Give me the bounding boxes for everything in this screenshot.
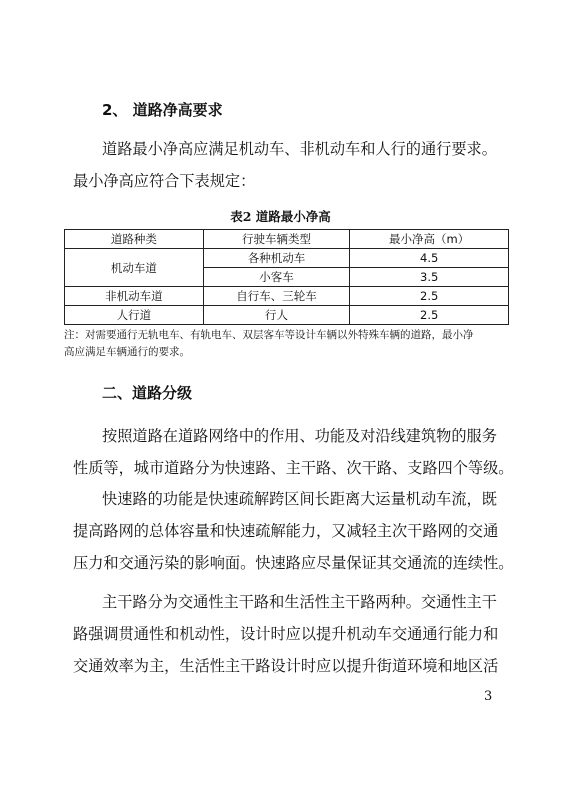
table-cell: 各种机动车 (203, 249, 350, 268)
paragraph-line: 路强调贯通性和机动性，设计时应以提升机动车交通通行能力和 (73, 625, 499, 643)
table-header-cell: 道路种类 (65, 230, 204, 249)
table-header-cell: 最小净高（m） (350, 230, 509, 249)
table-row (65, 306, 509, 325)
table-cell: 2.5 (350, 306, 509, 325)
section-heading-road-classification: 二、道路分级 (102, 384, 193, 402)
paragraph-line: 主干路分为交通性主干路和生活性主干路两种。交通性主干 (102, 593, 497, 611)
section-heading-road-clearance: 2、 道路净高要求 (102, 101, 223, 119)
table-header-row (65, 230, 509, 249)
paragraph-line: 交通效率为主，生活性主干路设计时应以提升街道环境和地区活 (73, 657, 499, 675)
table-cell: 非机动车道 (65, 287, 204, 306)
paragraph-line: 提高路网的总体容量和快速疏解能力，又减轻主次干路网的交通 (73, 522, 499, 540)
table-cell: 4.5 (350, 249, 509, 268)
table-cell: 行人 (203, 306, 350, 325)
table-cell: 3.5 (350, 268, 509, 287)
table-header-cell: 行驶车辆类型 (203, 230, 350, 249)
table-row (65, 249, 509, 268)
paragraph-line: 道路最小净高应满足机动车、非机动车和人行的通行要求。 (102, 140, 497, 158)
paragraph-line: 按照道路在道路网络中的作用、功能及对沿线建筑物的服务 (102, 427, 497, 445)
paragraph-line: 最小净高应符合下表规定： (73, 172, 256, 190)
table-cell: 人行道 (65, 306, 204, 325)
paragraph-line: 压力和交通污染的影响面。快速路应尽量保证其交通流的连续性。 (73, 554, 514, 572)
table-title: 表2 道路最小净高 (230, 209, 331, 224)
paragraph-line: 快速路的功能是快速疏解跨区间长距离大运量机动车流，既 (102, 490, 497, 508)
table-cell: 小客车 (203, 268, 350, 287)
clearance-table (64, 229, 509, 325)
table-cell: 自行车、三轮车 (203, 287, 350, 306)
page-number: 3 (484, 689, 493, 704)
table-cell: 机动车道 (65, 249, 204, 287)
table-cell: 2.5 (350, 287, 509, 306)
paragraph-line: 性质等，城市道路分为快速路、主干路、次干路、支路四个等级。 (73, 459, 514, 477)
table-note-line: 注：对需要通行无轨电车、有轨电车、双层客车等设计车辆以外特殊车辆的道路，最小净 (64, 329, 474, 341)
table-note-line: 高应满足车辆通行的要求。 (64, 346, 190, 358)
table-row (65, 287, 509, 306)
